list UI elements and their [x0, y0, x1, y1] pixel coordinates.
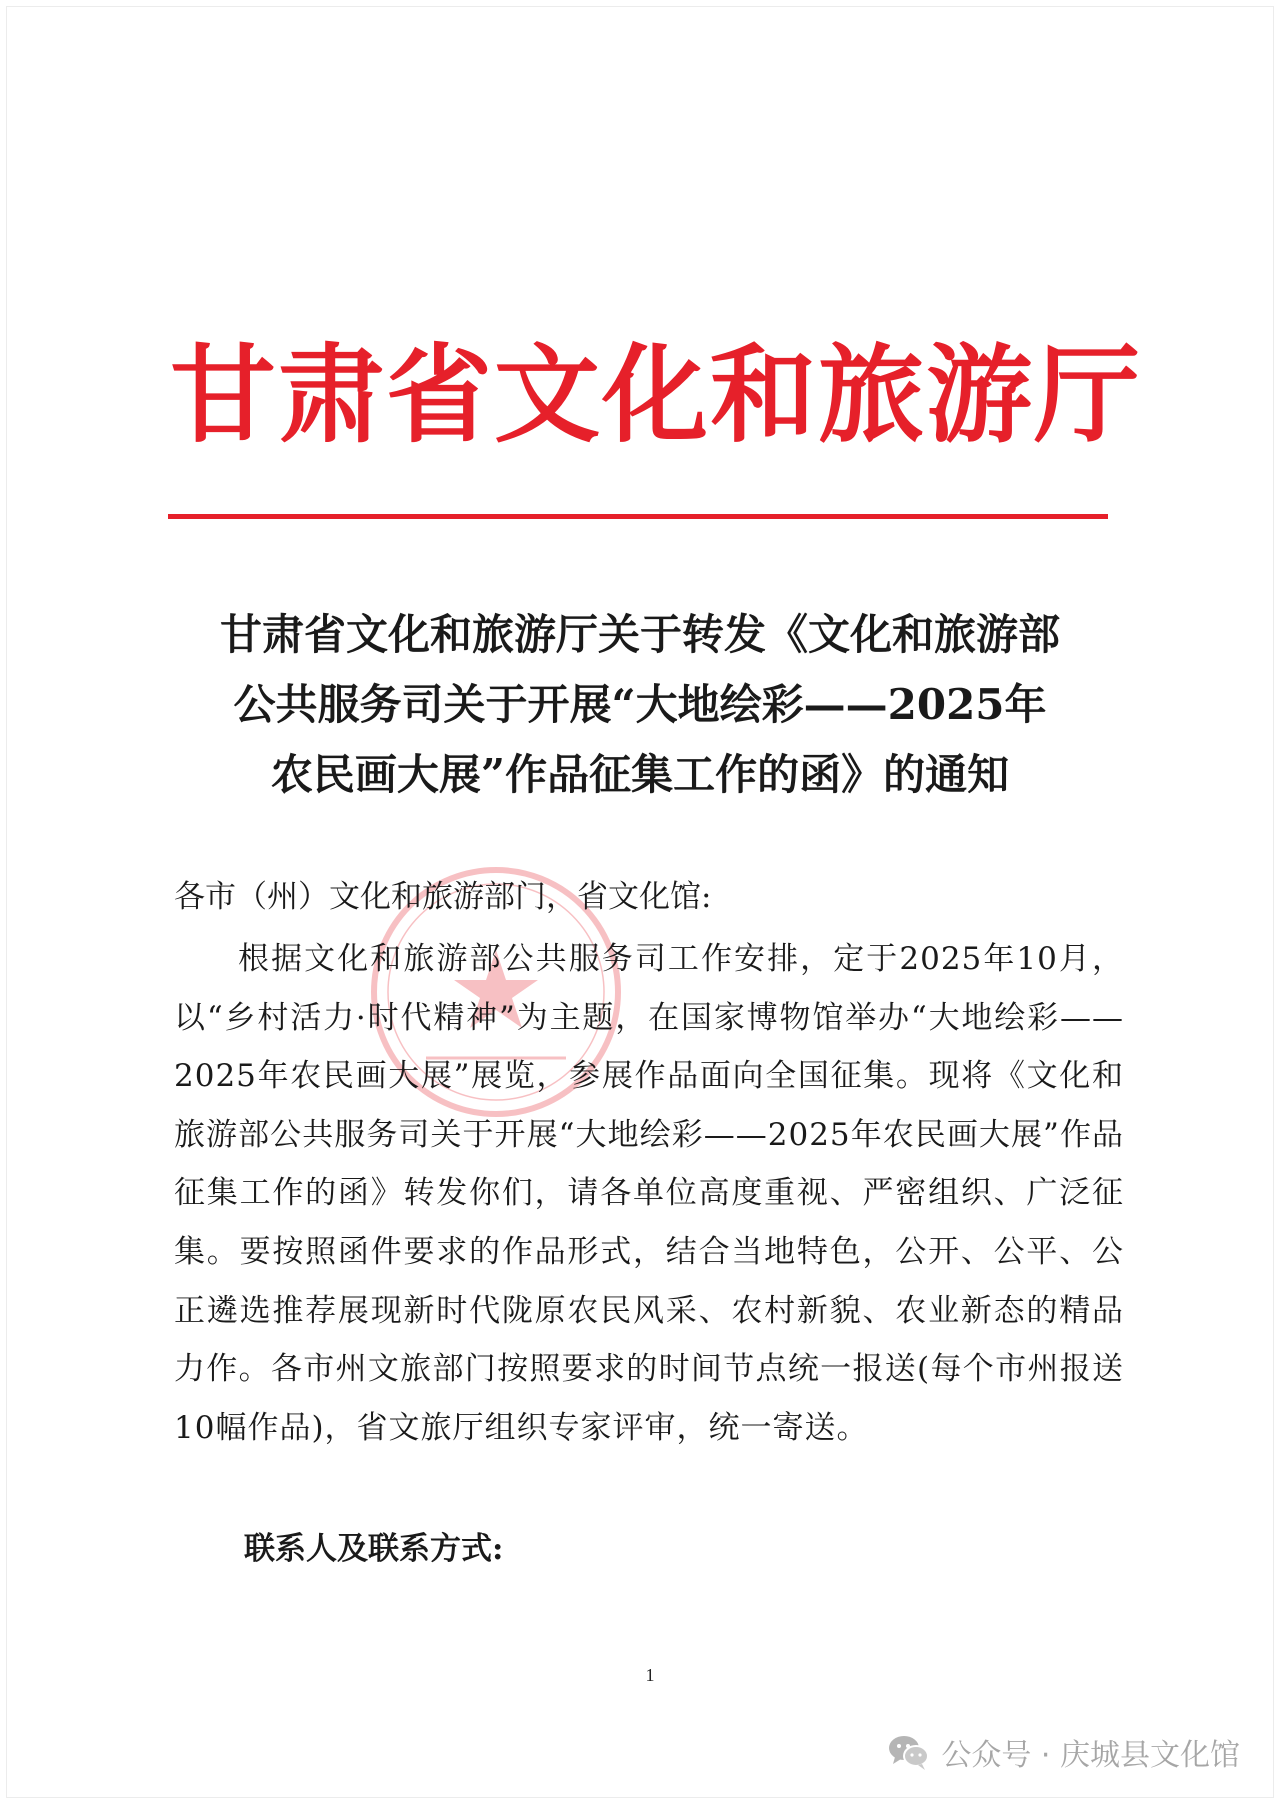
salutation: 各市（州）文化和旅游部门，省文化馆:: [174, 879, 712, 915]
issuer-header: 甘肃省文化和旅游厅: [170, 332, 1142, 457]
document-title: [140, 600, 1140, 810]
wechat-icon: [887, 1732, 931, 1772]
page-number: 1: [645, 1665, 655, 1685]
title-line: 农民画大展”作品征集工作的函》的通知: [270, 750, 1010, 799]
title-line: 甘肃省文化和旅游厅关于转发《文化和旅游部: [219, 610, 1060, 659]
red-divider-line: [168, 514, 1108, 519]
watermark-text: 公众号 · 庆城县文化馆: [941, 1738, 1240, 1773]
title-line: 公共服务司关于开展“大地绘彩——2025年: [233, 680, 1047, 729]
wechat-watermark: [887, 1730, 1240, 1774]
contact-heading: 联系人及联系方式:: [244, 1531, 504, 1567]
body-paragraph: 根据文化和旅游部公共服务司工作安排，定于2025年10月，以“乡村活力·时代精神”为主题，在国家博物馆举办“大地绘彩——2025年农民画大展”展览，参展作品面向全国征集。现将《文化和旅游部公共服务司关于开展“大地绘彩——2025年农民画大展”作品征集工作的函》转发你们，请各单位高度重视、严密组织、广泛征集。要按照函件要求的作品形式，结合当地特色，公开、公平、公正遴选推荐展现新时代陇原农民风采、农村新貌、农业新态的精品力作。各市州文旅部门按照要求的时间节点统一报送(每个市州报送10幅作品)，省文旅厅组织专家评审，统一寄送。: [174, 941, 1124, 1446]
